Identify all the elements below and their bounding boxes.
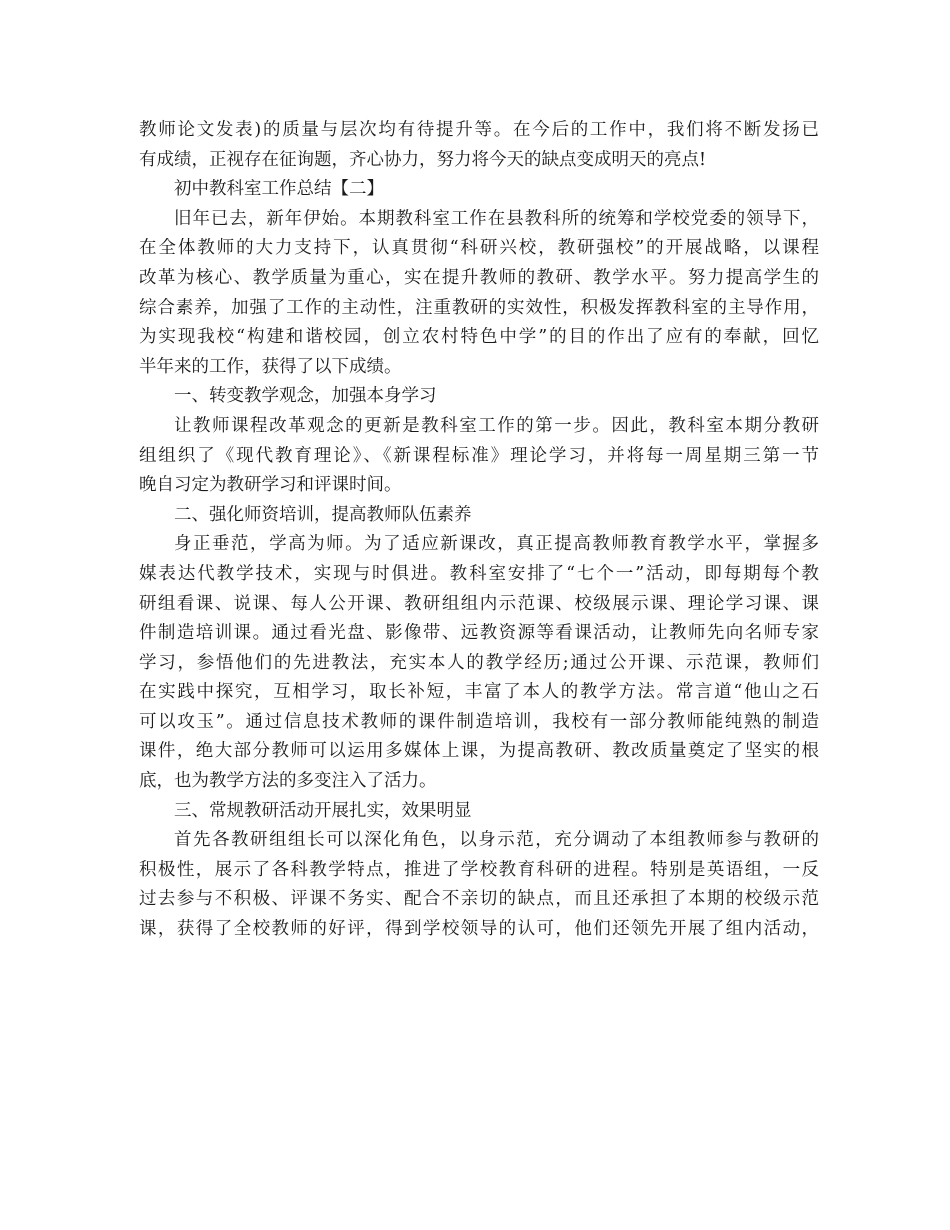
text-line: 件制造培训课。通过看光盘、影像带、远教资源等看课活动，让教师先向名师专家 [139, 623, 819, 644]
text-line: 三、常规教研活动开展扎实，效果明显 [174, 800, 472, 821]
text-line: 为实现我校“构建和谐校园，创立农村特色中学”的目的作出了应有的奉献，回忆 [139, 327, 819, 348]
text-line: 组组织了《现代教育理论》、《新课程标准》理论学习，并将每一周星期三第一节 [139, 445, 819, 466]
text-line: 过去参与不积极、评课不务实、配合不亲切的缺点，而且还承担了本期的校级示范 [139, 889, 819, 910]
text-line: 综合素养，加强了工作的主动性，注重教研的实效性，积极发挥教科室的主导作用， [139, 297, 819, 318]
text-line: 媒表达代教学技术，实现与时俱进。教科室安排了“七个一”活动，即每期每个教 [139, 563, 819, 584]
text-line: 半年来的工作，获得了以下成绩。 [139, 356, 402, 377]
text-line: 可以攻玉”。通过信息技术教师的课件制造培训，我校有一部分教师能纯熟的制造 [139, 711, 819, 732]
text-line: 课，获得了全校教师的好评，得到学校领导的认可，他们还领先开展了组内活动， [139, 919, 819, 940]
text-line: 学习，参悟他们的先进教法，充实本人的教学经历;通过公开课、示范课，教师们 [139, 652, 819, 673]
text-line: 有成绩，正视存在征询题，齐心协力，努力将今天的缺点变成明天的亮点! [139, 149, 707, 170]
text-line: 在实践中探究，互相学习，取长补短，丰富了本人的教学方法。常言道“他山之石 [139, 682, 819, 703]
text-line: 旧年已去，新年伊始。本期教科室工作在县教科所的统筹和学校党委的领导下， [174, 208, 819, 229]
text-line: 课件，绝大部分教师可以运用多媒体上课，为提高教研、教改质量奠定了坚实的根 [139, 741, 819, 762]
text-line: 身正垂范，学高为师。为了适应新课改，真正提高教师教育教学水平，掌握多 [174, 534, 819, 555]
text-line: 在全体教师的大力支持下，认真贯彻“科研兴校，教研强校”的开展战略，以课程 [139, 238, 819, 259]
text-line: 初中教科室工作总结【二】 [174, 179, 384, 200]
text-line: 二、强化师资培训，提高教师队伍素养 [174, 504, 472, 525]
text-line: 首先各教研组组长可以深化角色，以身示范，充分调动了本组教师参与教研的 [174, 830, 819, 851]
text-line: 晚自习定为教研学习和评课时间。 [139, 475, 402, 496]
text-line: 改革为核心、教学质量为重心，实在提升教师的教研、教学水平。努力提高学生的 [139, 267, 819, 288]
text-line: 底，也为教学方法的多变注入了活力。 [139, 771, 437, 792]
text-line: 一、转变教学观念，加强本身学习 [174, 386, 437, 407]
text-line: 研组看课、说课、每人公开课、教研组组内示范课、校级展示课、理论学习课、课 [139, 593, 819, 614]
document-body [139, 116, 819, 945]
text-line: 让教师课程改革观念的更新是教科室工作的第一步。因此，教科室本期分教研 [174, 415, 819, 436]
text-line: 积极性，展示了各科教学特点，推进了学校教育科研的进程。特别是英语组，一反 [139, 859, 819, 880]
text-line: 教师论文发表)的质量与层次均有待提升等。在今后的工作中，我们将不断发扬已 [139, 120, 819, 140]
